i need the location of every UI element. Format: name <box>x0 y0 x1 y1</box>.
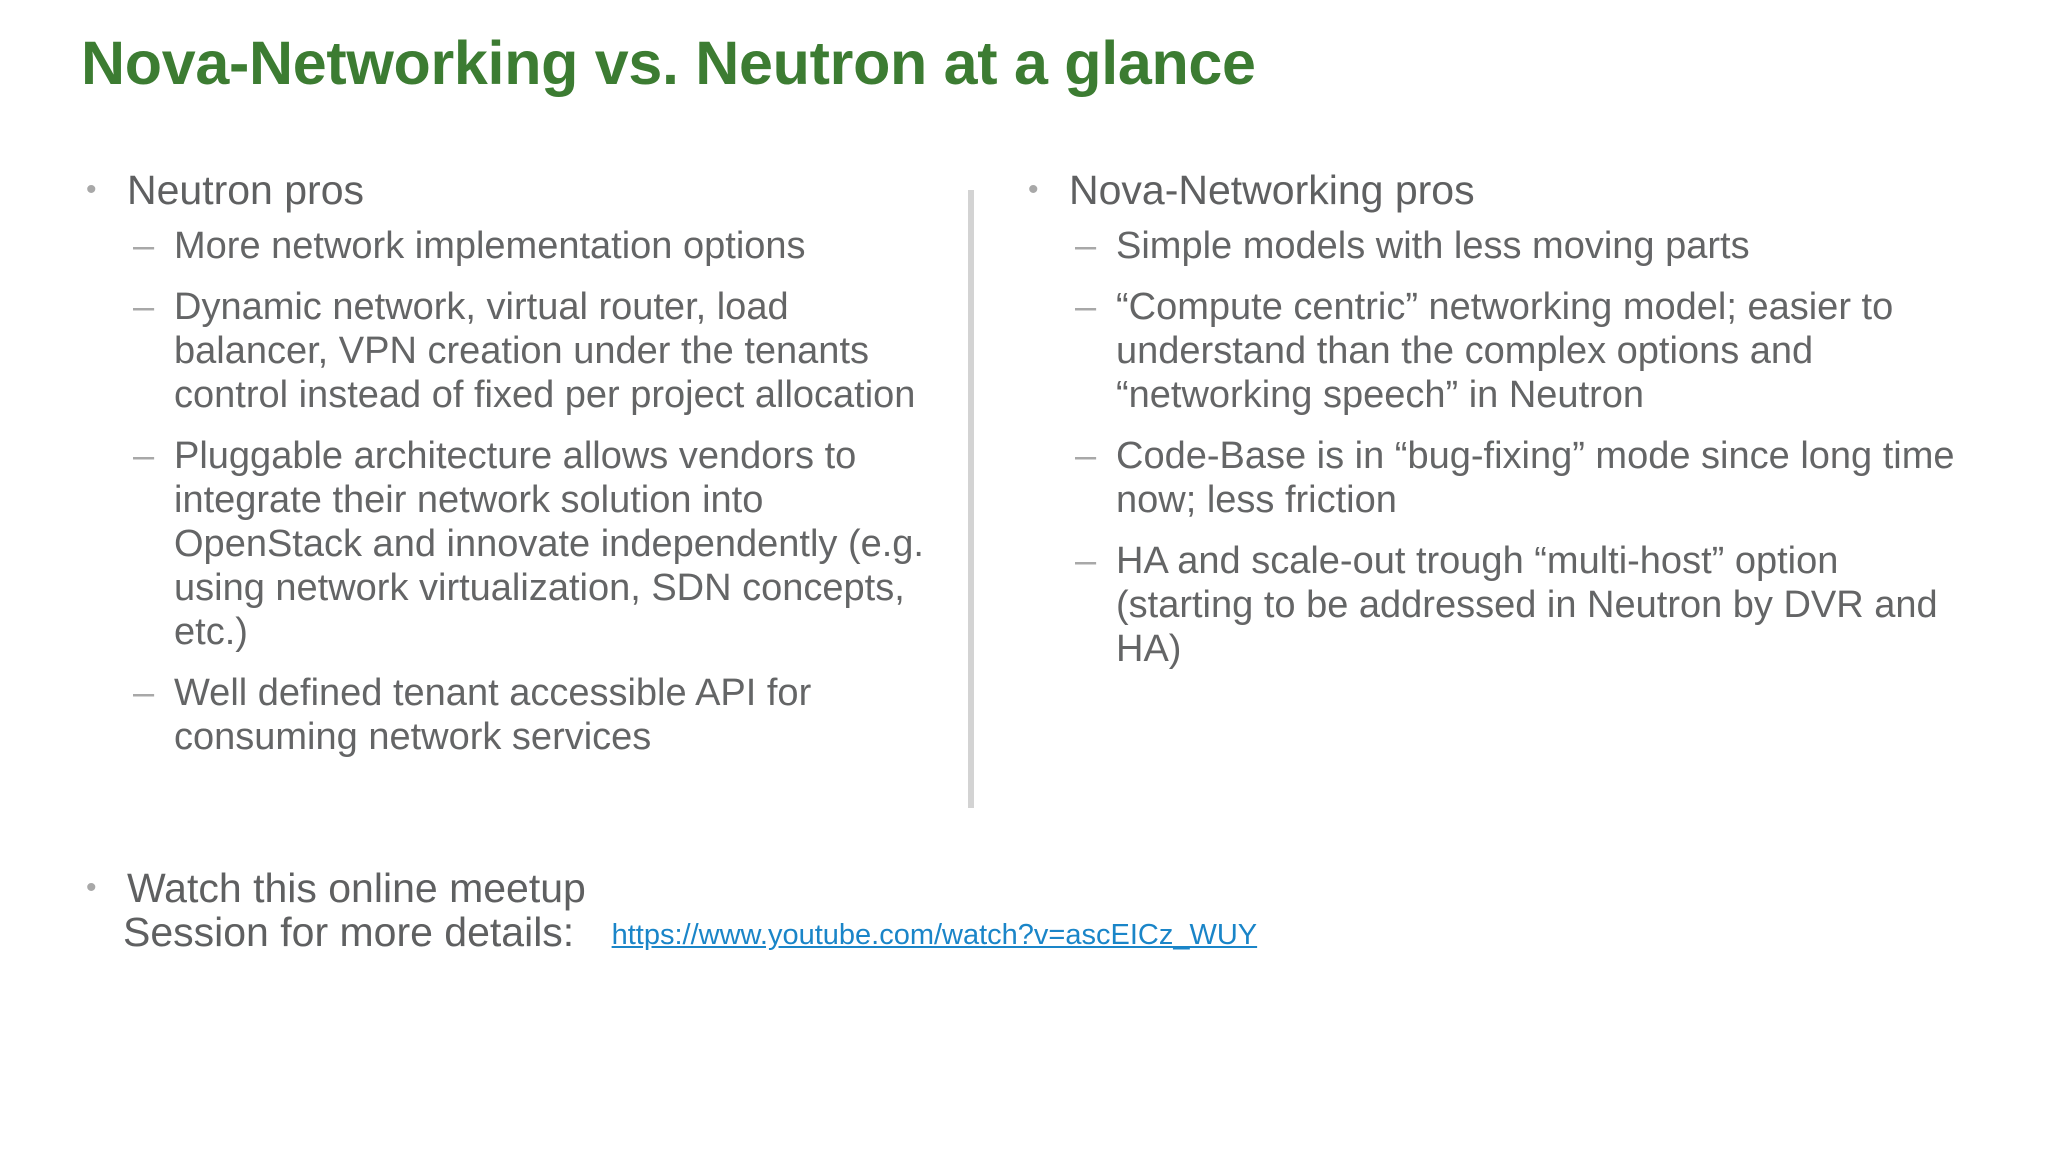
list-item-text: “Compute centric” networking model; easier to understand than the complex options and “networking speech” in Neutron <box>1116 286 1894 416</box>
dash-icon: – <box>133 286 155 328</box>
bullet-dot-icon: • <box>1028 173 1039 206</box>
list-item <box>1075 224 1958 268</box>
list-item-text: More network implementation options <box>174 225 806 267</box>
neutron-pros-bullet <box>86 168 946 212</box>
dash-icon: – <box>133 435 155 477</box>
list-item <box>1075 434 1958 522</box>
nova-networking-pros-list <box>1028 224 1958 671</box>
neutron-pros-column <box>86 168 946 776</box>
list-item-text: Pluggable architecture allows vendors to integrate their network solution into OpenStack and innovate independently (e.g. using network virtualization, SDN concepts, etc.) <box>174 435 924 653</box>
nova-networking-pros-bullet <box>1028 168 1958 212</box>
dash-icon: – <box>1075 225 1097 267</box>
list-item-text: HA and scale-out trough “multi-host” option (starting to be addressed in Neutron by DVR and HA) <box>1116 540 1938 670</box>
list-item-text: Code-Base is in “bug-fixing” mode since long time now; less friction <box>1116 435 1955 521</box>
dash-icon: – <box>1075 540 1097 582</box>
neutron-pros-list <box>86 224 946 759</box>
meetup-line2-row <box>123 910 1527 957</box>
slide-title: Nova-Networking vs. Neutron at a glance <box>81 29 1256 97</box>
nova-networking-pros-column <box>1028 168 1958 688</box>
bullet-dot-icon: • <box>86 871 97 904</box>
list-item-text: Well defined tenant accessible API for consuming network services <box>174 672 812 758</box>
dash-icon: – <box>133 225 155 267</box>
youtube-link[interactable]: https://www.youtube.com/watch?v=ascEICz_WUY <box>611 919 1258 951</box>
dash-icon: – <box>1075 286 1097 328</box>
dash-icon: – <box>133 672 155 714</box>
meetup-bullet <box>86 866 1527 957</box>
list-item <box>1075 539 1958 671</box>
neutron-pros-heading: Neutron pros <box>127 167 365 213</box>
meetup-line2: Session for more details: <box>123 909 575 955</box>
list-item <box>133 671 946 759</box>
list-item-text: Simple models with less moving parts <box>1116 225 1750 267</box>
list-item-text: Dynamic network, virtual router, load balancer, VPN creation under the tenants control instead of fixed per project allocation <box>174 286 916 416</box>
list-item <box>1075 285 1958 417</box>
bullet-dot-icon: • <box>86 173 97 206</box>
nova-networking-pros-heading: Nova-Networking pros <box>1069 167 1475 213</box>
list-item <box>133 434 946 654</box>
list-item <box>133 224 946 268</box>
dash-icon: – <box>1075 435 1097 477</box>
column-divider <box>968 190 974 808</box>
meetup-line1: Watch this online meetup <box>127 865 586 911</box>
list-item <box>133 285 946 417</box>
